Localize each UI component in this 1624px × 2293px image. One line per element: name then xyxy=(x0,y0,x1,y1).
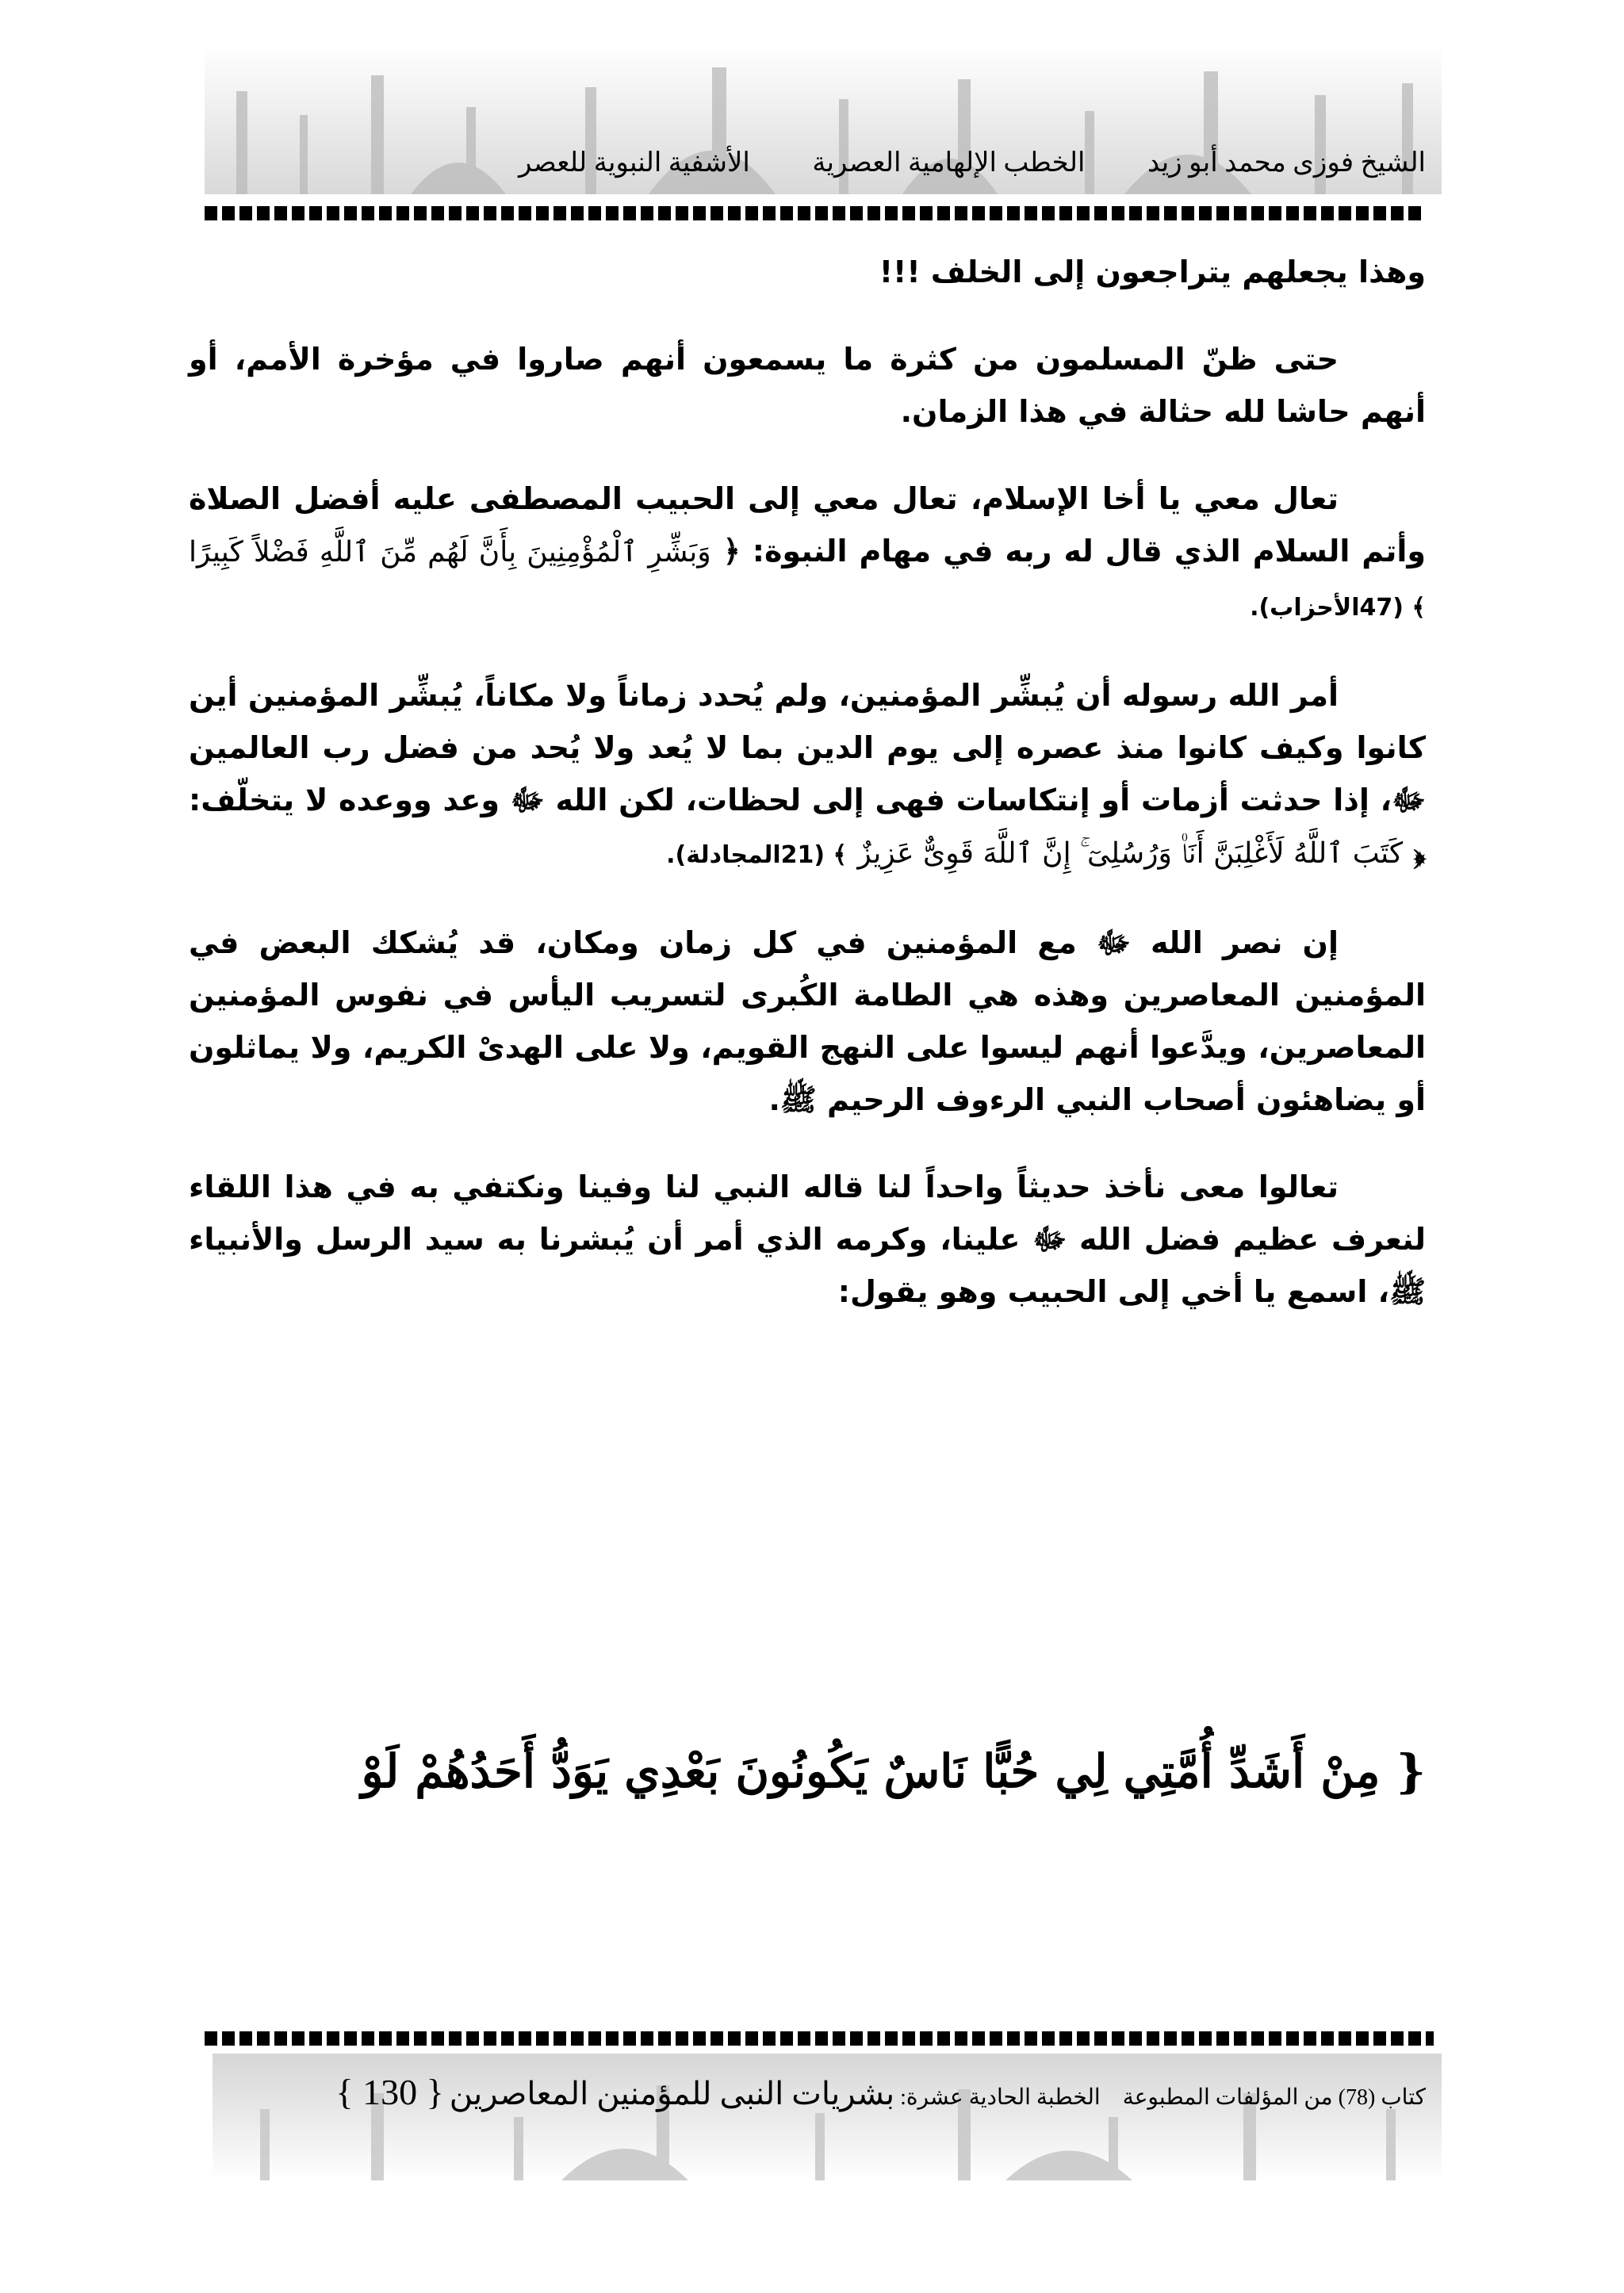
paragraph-2: حتى ظنّ المسلمون من كثرة ما يسمعون أنهم صاروا في مؤخرة الأمم، أو أنهم حاشا لله حثالة في هذا الزمان. xyxy=(189,342,1426,429)
header-subject: الأشفية النبوية للعصر xyxy=(518,148,750,178)
page-number: { 130 } xyxy=(335,2072,444,2112)
footer-sermon: الخطبة الحادية عشرة: xyxy=(900,2085,1101,2110)
body-text xyxy=(189,246,1426,1353)
paragraph-3-text: تعال معي يا أخا الإسلام، تعال معي إلى الحبيب المصطفى عليه أفضل الصلاة وأتم السلام الذي قال له ربه في مهام النبوة: ﴿ xyxy=(189,481,1426,568)
footer-book: كتاب (78) من المؤلفات المطبوعة xyxy=(1122,2085,1426,2110)
header-series: الخطب الإلهامية العصرية xyxy=(812,148,1086,178)
verse-reference-mujadila: ﴾ (21المجادلة). xyxy=(666,841,848,869)
running-footer xyxy=(205,2071,1426,2113)
footer-rule xyxy=(205,2031,1434,2046)
paragraph-6: تعالوا معى نأخذ حديثاً واحداً لنا قاله النبي لنا وفينا ونكتفي به في هذا اللقاء لنعرف عظيم فضل الله ﷻ علينا، وكرمه الذي أمر أن يُبشرنا به سيد الرسل والأنبياء ﷺ، اسمع يا أخي إلى الحبيب وهو يقول: xyxy=(189,1169,1426,1309)
paragraph-4 xyxy=(189,669,1426,882)
verse-reference-ahzab: ﴾ (47الأحزاب). xyxy=(1250,594,1426,622)
hadith-text: { مِنْ أَشَدِّ أُمَّتِي لِي حُبًّا نَاسٌ يَكُونُونَ بَعْدِي يَوَدُّ أَحَدُهُمْ لَوْ xyxy=(361,1744,1426,1798)
paragraph-4-text: أمر الله رسوله أن يُبشِّر المؤمنين، ولم يُحدد زماناً ولا مكاناً، يُبشِّر المؤمنين أين كانوا وكيف كانوا منذ عصره إلى يوم الدين بما لا يُعد ولا يُحد من فضل رب العالمين ﷻ، إذا حدثت أزمات أو إنتكاسات فهى إلى لحظات، لكن الله ﷻ وعد ووعده لا يتخلّف: ﴿ xyxy=(189,678,1426,870)
paragraph-3 xyxy=(189,473,1426,634)
quran-verse-ahzab: وَبَشِّرِ ٱلْمُؤْمِنِينَ بِأَنَّ لَهُم مِّنَ ٱللَّهِ فَضْلاً كَبِيرًا xyxy=(189,536,711,568)
header-rule xyxy=(205,206,1426,220)
footer-title: بشريات النبى للمؤمنين المعاصرين xyxy=(449,2076,895,2111)
paragraph-5: إن نصر الله ﷻ مع المؤمنين في كل زمان ومكان، قد يُشكك البعض في المؤمنين المعاصرين وهذه هي الطامة الكُبرى لتسريب اليأس في نفوس المؤمنين المعاصرين، ويدَّعوا أنهم ليسوا على النهج القويم، ولا على الهدىْ الكريم، ولا يماثلون أو يضاهئون أصحاب النبي الرءوف الرحيم ﷺ. xyxy=(189,925,1426,1117)
paragraph-1: وهذا يجعلهم يتراجعون إلى الخلف !!! xyxy=(879,255,1426,289)
quran-verse-mujadila: كَتَبَ ٱللَّهُ لَأَغْلِبَنَّ أَنَا۠ وَرُسُلِىٓ ۚ إِنَّ ٱللَّهَ قَوِىٌّ عَزِيزٌ xyxy=(857,837,1404,870)
running-header xyxy=(205,147,1426,178)
header-author: الشيخ فوزى محمد أبو زيد xyxy=(1147,148,1426,178)
